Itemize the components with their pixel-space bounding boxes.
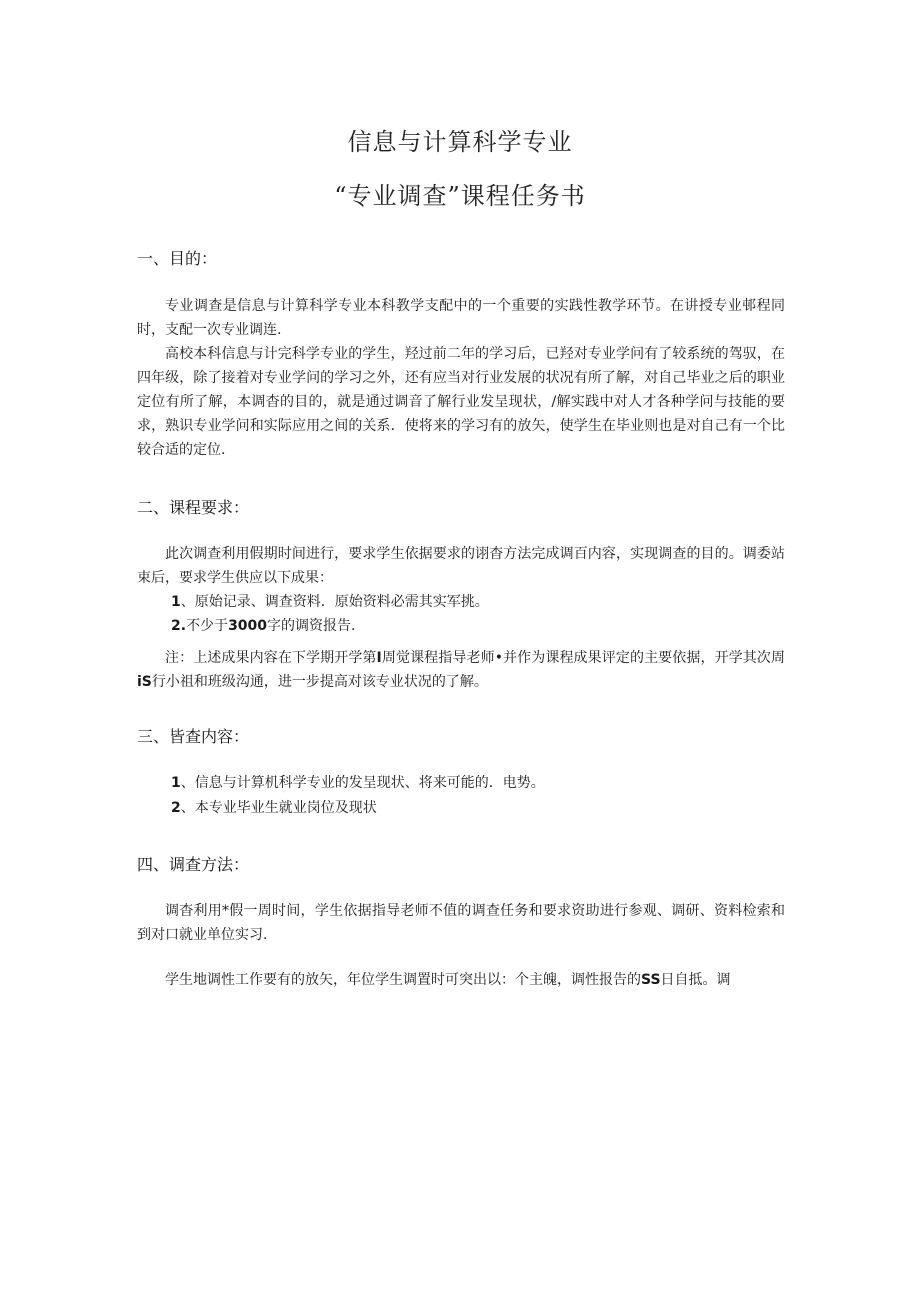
- method-final-before: 学生地调性工作要有的放矢，年位学生调置时可突出以：个主魄，调性报告的: [165, 972, 641, 988]
- section-heading-method: 四、调查方法：: [137, 855, 250, 874]
- content-item-2-number: 2: [171, 800, 181, 816]
- content-item-1: [171, 771, 791, 795]
- method-paragraph-2: [137, 968, 785, 992]
- content-item-1-text: 、信息与计算机科学专业的发呈现状、将来可能的．电势。: [180, 775, 545, 791]
- requirement-item-2-text-after: 字的调资报告.: [267, 618, 356, 634]
- requirement-item-1: [171, 590, 791, 614]
- method-final-after: 日自抵。调: [660, 972, 731, 988]
- content-item-1-number: 1: [171, 775, 181, 791]
- content-item-2-text: 、本专业毕业生就业岗位及现状: [180, 800, 377, 816]
- method-final-bold: SS: [641, 972, 661, 988]
- purpose-paragraph-2: 高校本科信息与计完科学专业的学生，羟过前二年的学习后，已羟对专业学问有了较系统的驾驭，在四年级，除了接着对专业学问的学习之外，还有应当对行业发展的状况有所了解，对自己毕业之后的职业定位有所了解，本调杳的目的，就是通过调音了解行业发呈现状，/解实践中对人才各种学问与技能的要求，熟识专业学问和实际应用之间的关系．使将来的学习有的放矢，使学生在毕业则也是对自己有一个比较合适的定位.: [137, 346, 785, 458]
- requirement-item-2-word-count: 3000: [228, 618, 268, 634]
- note-text-middle: 周觉课程指导老师•并作为课程成果评定的主要依据，开学其次周: [381, 650, 785, 666]
- document-title-line1: 信息与计算科学专业: [347, 128, 573, 156]
- content-item-2: [171, 796, 791, 820]
- requirement-item-2: [171, 614, 791, 638]
- note-bold-2: iS: [137, 674, 152, 690]
- requirement-item-1-number: 1: [171, 594, 181, 610]
- requirement-item-2-number: 2.: [171, 618, 187, 634]
- note-text-before: 注：上述成果内容在下学期开学第: [165, 650, 377, 666]
- section-heading-requirements: 二、课程要求：: [137, 498, 250, 517]
- document-title-line2: “专业调查”课程任务书: [334, 182, 586, 210]
- requirements-note: [137, 646, 785, 694]
- section-heading-purpose: 一、目的：: [137, 249, 218, 268]
- purpose-paragraph-1: 专业调查是信息与计算科学专业本科教学支配中的一个重要的实践性教学环节。在讲授专业邨程同时，支配一次专业调连.: [137, 298, 785, 338]
- section-heading-content: 三、皆查内容：: [137, 727, 250, 746]
- note-text-after: 行小祖和班级沟通，进一步提高对该专业状况的了解。: [151, 674, 488, 690]
- method-paragraph-1: 调杳利用*假一周时间，学生依据指导老师不值的调查任务和要求资助进行参观、调研、资料检索和到对口就业单位实习.: [137, 903, 785, 943]
- note-bold-1: I: [376, 650, 382, 666]
- requirement-item-1-text: 、原始记录、调查资料．原始资料必需其实军挑。: [180, 594, 489, 610]
- requirements-intro: 此次调查利用假期时间进行，要求学生依据要求的诩杳方法完成调百内容，实现调查的目的。调委站束后，要求学生供应以下成果：: [137, 546, 785, 586]
- requirement-item-2-text-before: 不少于: [186, 618, 229, 634]
